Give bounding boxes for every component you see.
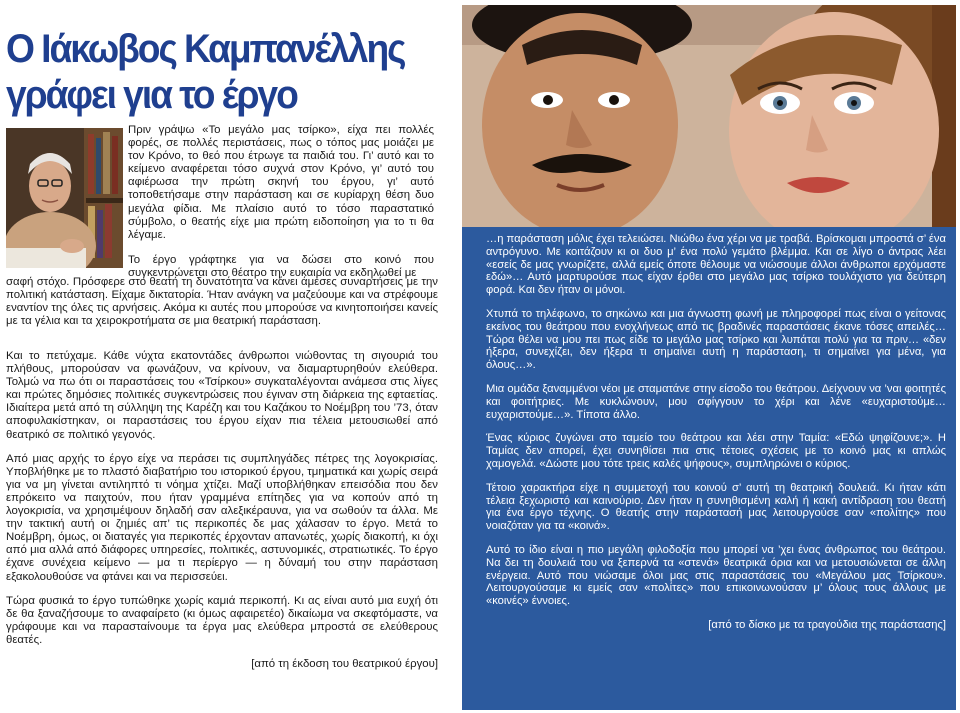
intro-text-continued <box>6 276 438 328</box>
left-paragraph: Τώρα φυσικά το έργο τυπώθηκε χωρίς καμιά περικοπή. Κι ας είναι αυτό μια ευχή ότι δε θα ξαναζήσουμε το αναφαίρετο (κι όμως αφαιρετέο) δικαίωμα να σκεφτόμαστε, να γράφουμε και να παρασταίνουμε τα έργα μας ελεύθερα μπροστά σε ελεύθερους θεατές. <box>6 594 438 646</box>
intro-text <box>128 124 434 280</box>
right-paragraph: Αυτό το ίδιο είναι η πιο μεγάλη φιλοδοξία που μπορεί να ’χει ένας άνθρωπος του θεάτρου. Να δει τη δουλειά του να ξεπερνά τα «στενά» θεατρικά όρια και να μετουσιώνεται σε άλλη ενέργεια. Αυτό που νιώσαμε όλοι μας στις παραστάσεις του «Μεγάλου μας Τσίρκου». Λειτουργούσαμε κι εμείς σαν «πολίτες» που επικοινωνούσαν μ’ όλους τους άλλους με «κοινές» έννοιες. <box>486 543 946 608</box>
left-paragraph: Και το πετύχαμε. Κάθε νύχτα εκατοντάδες άνθρωποι νιώθοντας τη σιγουριά του πλήθους, μπορούσαν να φωνάζουν, να κρίνουν, να διαμαρτυρηθούν ελεύθερα. Τολμώ να πω ότι οι παραστάσεις του «Τσίρκου» συγκαταλέγονται ανάμεσα στις λίγες και πρώτες δημόσιες πολιτικές συγκεντρώσεις που έγιναν στη διάρκεια της εφταετίας. Ιδιαίτερα μετά από τη σύλληψη της Καρέζη και του Καζάκου το Νοέμβρη του ’73, όταν αποφυλακίστηκαν, οι παραστάσεις του έργου είχαν πια τέλεια μετουσιωθεί από θεατρικό σε πολιτικό γεγονός. <box>6 350 438 441</box>
right-source-credit: [από το δίσκο με τα τραγούδια της παράστασης] <box>708 618 946 631</box>
intro-paragraph-2-start: Το έργο γράφτηκε για να δώσει στο κοινό που συγκεντρώνεται στο θέατρο την ευκαιρία να εκδηλωθεί με <box>128 253 434 279</box>
intro-paragraph-2-end: σαφή στόχο. Πρόσφερε στο θεατή τη δυνατότητα να κάνει άμεσες συναρτήσεις με την πολιτική κατάσταση. Είχαμε δικτατορία. Ήταν ανάγκη να μαζεύουμε και να στρέφουμε εναντίον της όλες τις αρνήσεις. Ακόμα κι αυτές που μπορούσε να κινητοποιήσει κανείς με τα γέλια και τα χειροκροτήματα σε μια θεατρική παράσταση. <box>6 276 438 328</box>
title-line-1: Ο Ιάκωβος Καμπανέλλης <box>6 27 405 71</box>
title-line-2: γράφει για το έργο <box>6 73 297 117</box>
page-title <box>6 26 415 118</box>
intro-paragraph-1: Πριν γράψω «Το μεγάλο μας τσίρκο», είχα πει πολλές φορές, σε πολλές περιστάσεις, πως ο τόπος μας μοιάζει με τον Κρόνο, το θεό που έτρωγε τα παιδιά του. Γι’ αυτό και το κείμενο αναφέρεται τόσο συχνά στον Κρόνο, γι’ αυτό του αφιέρωσα την πρώτη σκηνή του έργου, γι’ αυτό τοποθετήσαμε στην παράσταση και σε κυρίαρχη θέση δυο μεγάλα φίδια. Με πλαίσιο αυτό το τόσο παραστατικό σύμβολο, ο θεατής είχε μια πρώτη ειδοποίηση για το τι θα λέγαμε. <box>128 124 434 241</box>
left-article-body <box>6 350 438 682</box>
quote-box-text <box>486 233 946 632</box>
quote-box <box>462 227 956 710</box>
right-paragraph: Ένας κύριος ζυγώνει στο ταμείο του θεάτρου και λέει στην Ταμία: «Εδώ ψηφίζουνε;». Η Ταμίας δεν απορεί, έχει συνηθίσει πια στις τέτοιες σχέσεις με το κοινό μας κι απλώς χαμογελά. «Δώστε μου τότε τρεις καλές ψήφους», συμπληρώνει ο κύριος. <box>486 432 946 470</box>
right-paragraph: Χτυπά το τηλέφωνο, το σηκώνω και μια άγνωστη φωνή με πληροφορεί πως είναι ο γείτονας εκείνος του θεάτρου που ενοχλήνεως από τις βραδινές παραστάσεις έκανε τόσες απειλές… Τώρα θέλει να μου πει πως είδε το μεγάλο μας τσίρκο και λυπάται πολύ για τα πριν… «δεν ήξερα, συνεχίζει, δεν ήξερα τι σημαίνει αυτή η παράσταση, τι σημαίνει για μένα, για όλους…». <box>486 307 946 372</box>
production-photo-illustration <box>462 5 956 227</box>
right-paragraph: Τέτοιο χαρακτήρα είχε η συμμετοχή του κοινού σ’ αυτή τη θεατρική δουλειά. Κι ήταν κάτι τέλεια ξεχωριστό και καινούριο. Δεν ήταν η συνηθισμένη καλή ή κακή αντίδραση του θεατή για ένα έργο τέχνης. Ο θεατής στην παράστασή μας λειτουργούσε σαν «πολίτης» που νοιαζόταν για τα «κοινά». <box>486 481 946 533</box>
author-portrait-illustration <box>6 128 123 268</box>
right-column <box>462 5 956 710</box>
left-paragraph: Από μιας αρχής το έργο είχε να περάσει τις συμπληγάδες πέτρες της λογοκρισίας. Υποβλήθηκε με το πλαστό διαβατήριο του ιστορικού έργου, τμηματικά και χωρίς σειρά για να μη γίνεται αντιληπτό τι νόημα χτίζει. Μαζί υποβλήθηκαν επεισόδια που δεν επρόκειτο να παιχτούν, που ήταν γραμμένα επίτηδες για να κοπούν από τη λογοκρισία, να χρησιμέψουν δηλαδή σαν αλεξικέραυνα, για να σωθούν τα άλλα. Με την τακτική αυτή οι ζημιές απ’ τις περικοπές δε μας χάλασαν το έργο. Μετά το Νοέμβρη, όμως, οι διαταγές για περικοπές έρχονταν απανωτές, χωρίς διακοπή, κι όχι από μια αλλά από διάφορες υπηρεσίες, πολιτικές, αστυνομικές, στρατιωτικές. Το έργο έχανε συνέχεια κείμενο — μα τι περίεργο — η δύναμή του στην παράσταση εξακολουθούσε να φτάνει και να περισσεύει. <box>6 452 438 583</box>
author-portrait <box>6 128 123 268</box>
left-source-credit: [από τη έκδοση του θεατρικού έργου] <box>251 657 438 670</box>
production-photo <box>462 5 956 227</box>
left-column <box>6 10 438 710</box>
right-paragraph: Μια ομάδα ξαναμμένοι νέοι με σταματάνε στην είσοδο του θεάτρου. Δείχνουν να ’ναι φοιτητές και φοιτήτριες. Με κυκλώνουν, μου σφίγγουν το χέρι και λένε «ευχαριστούμε… ευχαριστούμε…». Τίποτα άλλο. <box>486 382 946 421</box>
right-paragraph: …η παράσταση μόλις έχει τελειώσει. Νιώθω ένα χέρι να με τραβά. Βρίσκομαι μπροστά σ’ ένα αντρόγυνο. Με κοιτάζουν κι οι δυο μ’ ένα πολύ γεμάτο βλέμμα. Και σε λίγο ο άντρας λέει «εσείς δε μας γνωρίζετε, αλλά εμείς όποτε θέλουμε να νιώσουμε άλλοι άνθρωποι ερχόμαστε εδώ»… Αυτό μαρτυρούσε πως είχαν έρθει στο μεγάλο μας τσίρκο τουλάχιστο για δεύτερη φορά. Και δεν ήταν οι μόνοι. <box>486 233 946 297</box>
